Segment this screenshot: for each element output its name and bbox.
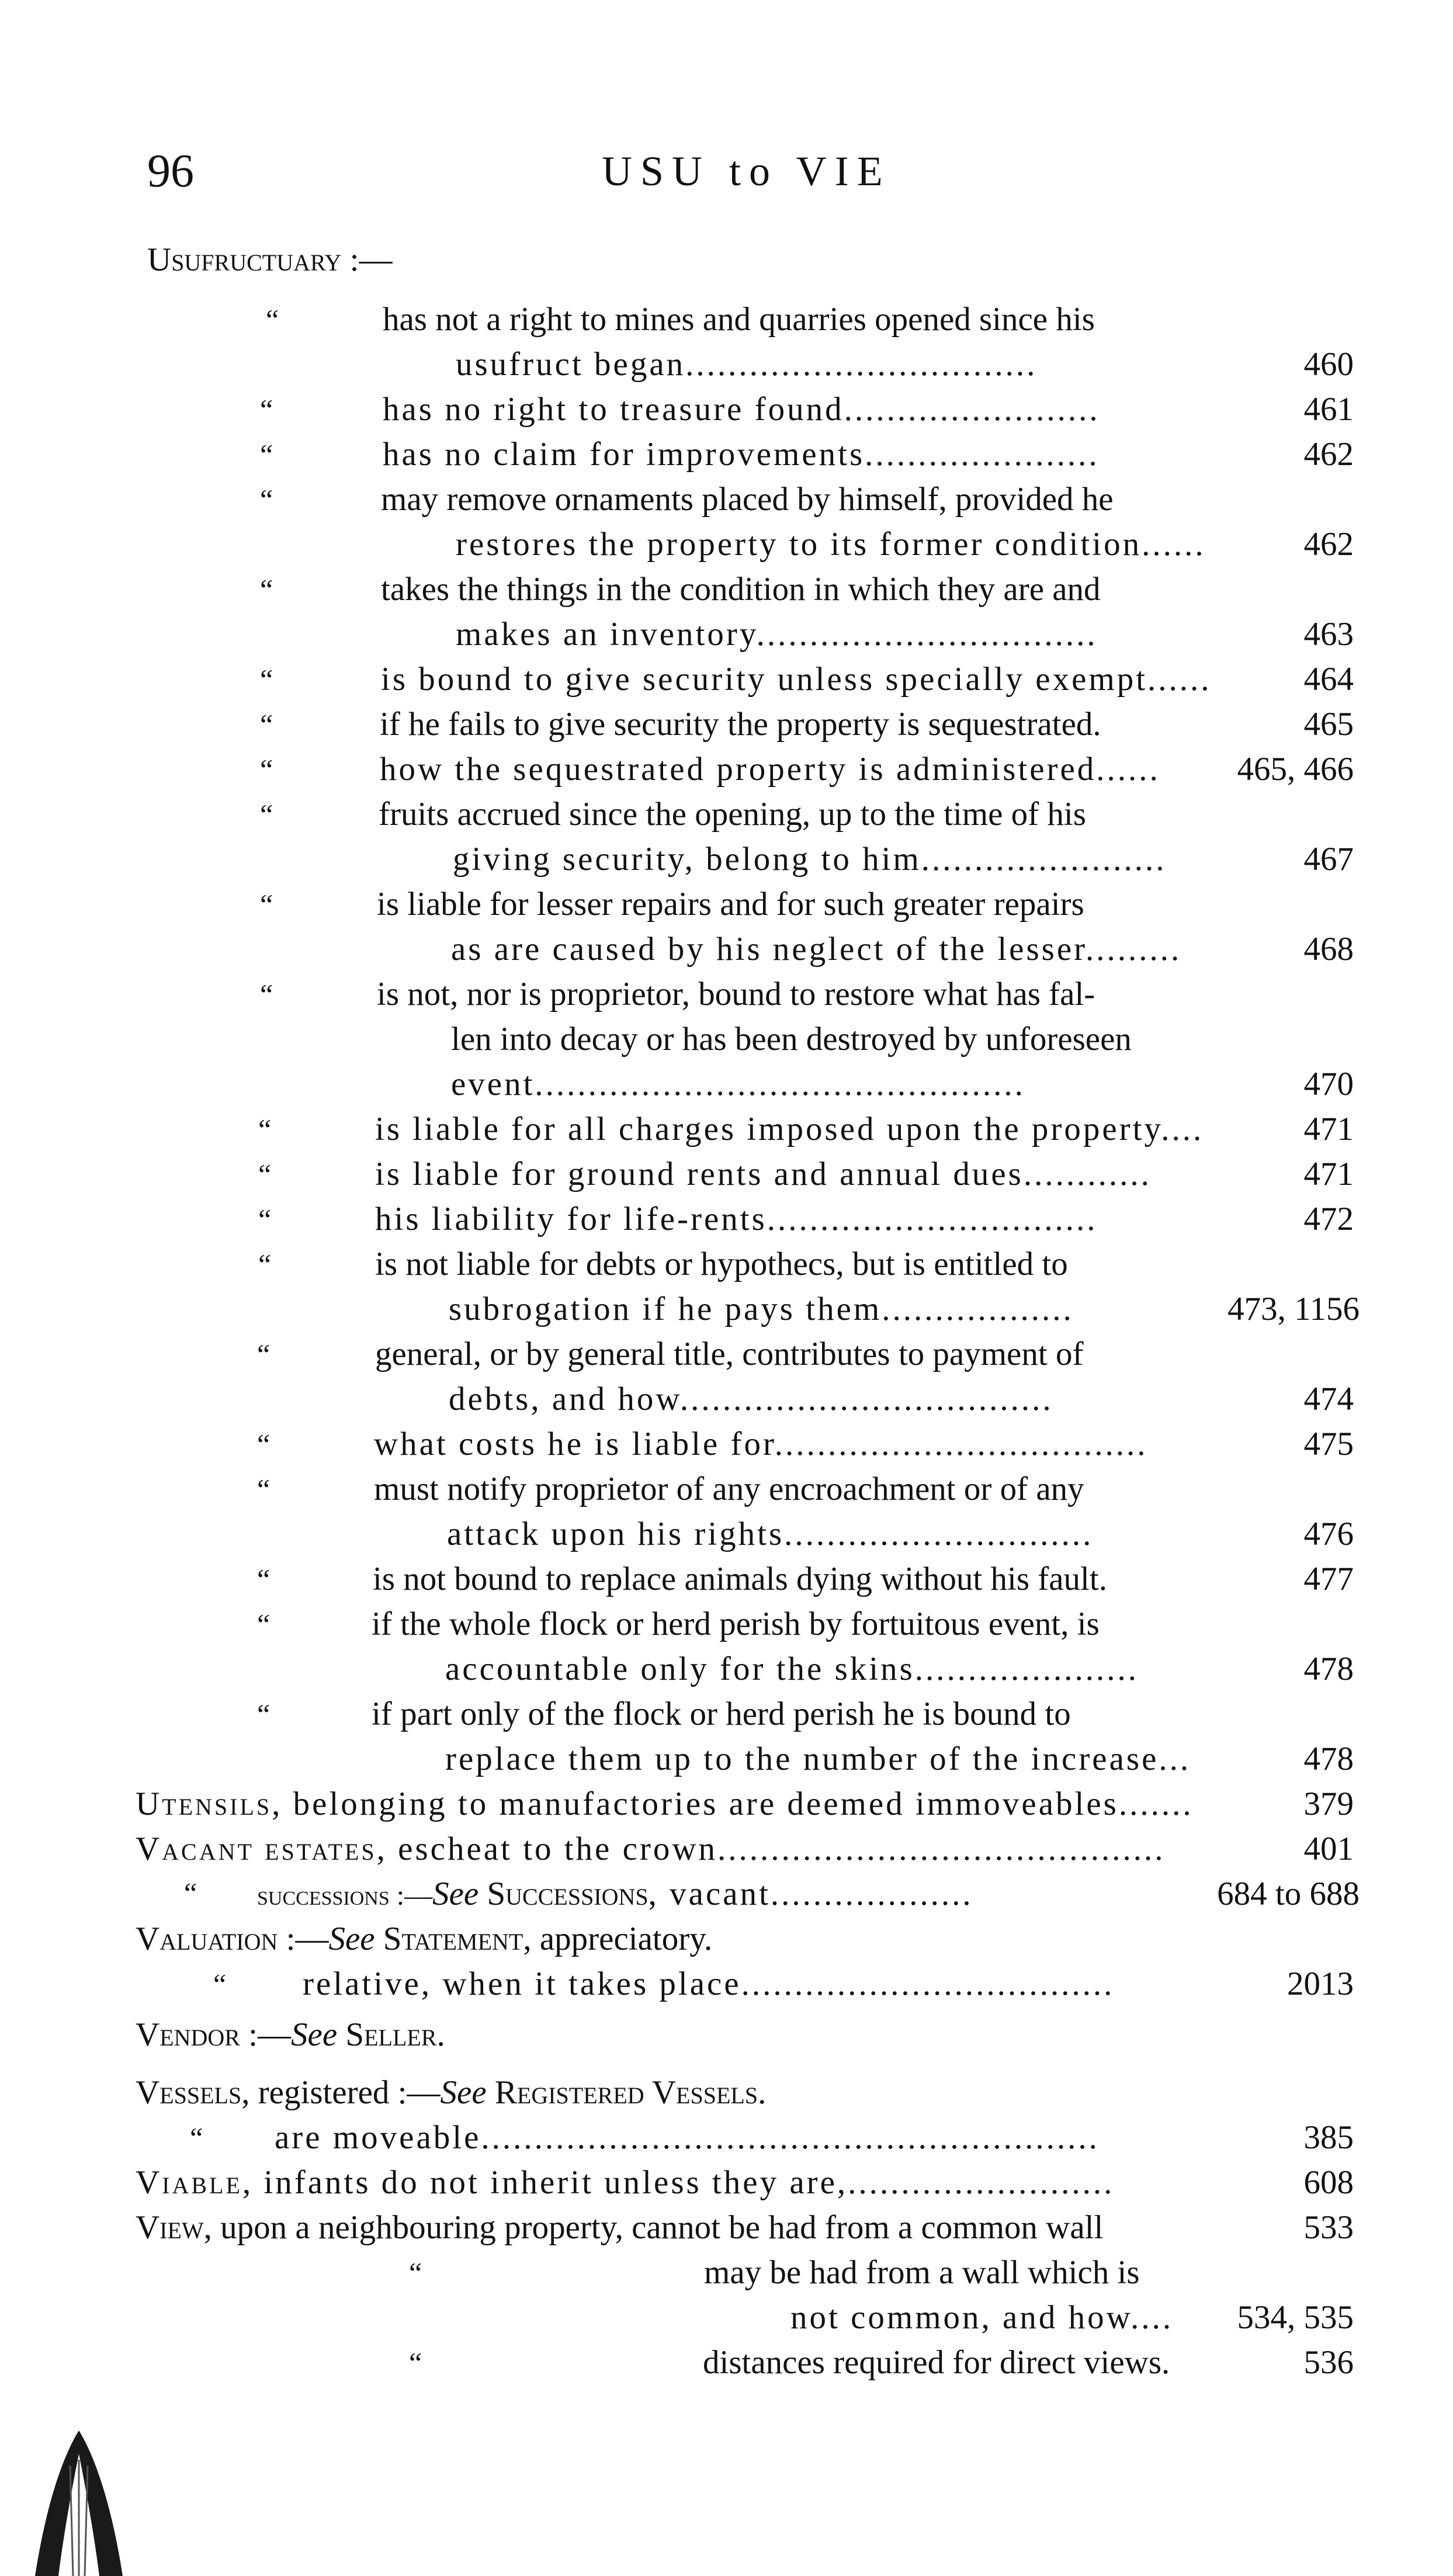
ditto-mark: “	[258, 1248, 272, 1281]
page-ref: 478	[1303, 1741, 1354, 1777]
entry-text: giving security, belong to him.......................	[453, 841, 1167, 878]
page-ref: 471	[1303, 1111, 1354, 1147]
page-ref: 465, 466	[1237, 751, 1354, 788]
entry-valuation	[136, 1919, 712, 1960]
entry-successions	[257, 1874, 973, 1916]
page-ref: 474	[1303, 1381, 1354, 1417]
ditto-mark: “	[260, 978, 273, 1011]
ink-blot-mark	[23, 2431, 134, 2576]
entry-text: usufruct began.................................	[456, 346, 1038, 383]
entry-text: subrogation if he pays them..................	[449, 1291, 1074, 1327]
ditto-mark: “	[260, 753, 273, 786]
page-ref: 464	[1303, 661, 1354, 698]
page-ref: 478	[1303, 1651, 1354, 1687]
entry-text: are moveable..........................................................	[275, 2119, 1100, 2156]
entry-text: len into decay or has been destroyed by unforeseen	[451, 1021, 1132, 1058]
entry-text: distances required for direct views.	[703, 2344, 1170, 2381]
page-ref: 475	[1303, 1426, 1354, 1462]
entry-text: debts, and how...................................	[449, 1381, 1053, 1417]
entry-text: restores the property to its former condition......	[456, 526, 1206, 563]
ditto-mark: “	[213, 1968, 227, 2001]
entry-text: takes the things in the condition in which they are and	[381, 571, 1101, 608]
page-ref: 470	[1303, 1066, 1354, 1102]
entry-heading: Usufructuary :—	[147, 241, 393, 278]
ditto-mark: “	[257, 1698, 271, 1731]
page-ref: 401	[1303, 1830, 1354, 1867]
see-reference: See	[291, 2016, 338, 2053]
ditto-mark: “	[260, 798, 273, 831]
ditto-mark: “	[266, 303, 279, 336]
page-ref: 684 to 688	[1217, 1875, 1360, 1912]
entry-text: is liable for all charges imposed upon the property....	[375, 1111, 1204, 1147]
entry-text: , escheat to the crown..........................................	[376, 1830, 1166, 1867]
page-ref: 460	[1303, 346, 1354, 383]
cross-reference: Successions	[478, 1875, 649, 1912]
entry-text: is liable for lesser repairs and for such greater repairs	[377, 886, 1084, 923]
page-ref: 2013	[1287, 1965, 1354, 2002]
page-ref: 472	[1303, 1201, 1354, 1237]
entry-heading: Valuation :—	[136, 1920, 329, 1957]
entry-text: his liability for life-rents...............................	[375, 1201, 1098, 1237]
entry-text: not common, and how....	[790, 2299, 1174, 2336]
page-ref: 476	[1303, 1516, 1354, 1552]
entry-vendor	[136, 2015, 445, 2055]
page-ref: 462	[1303, 526, 1354, 563]
entry-text: , vacant...................	[648, 1875, 973, 1912]
entry-text: may remove ornaments placed by himself, provided he	[381, 481, 1114, 518]
page-ref: 534, 535	[1237, 2299, 1354, 2336]
entry-text: general, or by general title, contributes to payment of	[375, 1336, 1084, 1372]
page-ref: 471	[1303, 1156, 1354, 1192]
running-head: USU to VIE	[602, 148, 891, 195]
page-ref: 473, 1156	[1227, 1291, 1360, 1327]
entry-text: relative, when it takes place...................................	[303, 1965, 1115, 2002]
entry-text: replace them up to the number of the increase...	[445, 1741, 1191, 1777]
entry-text: , belonging to manufactories are deemed immoveables.......	[272, 1785, 1194, 1822]
ditto-mark: “	[258, 1203, 272, 1236]
entry-vessels	[136, 2072, 766, 2113]
entry-text: what costs he is liable for...................................	[374, 1426, 1148, 1462]
cross-reference: Registered Vessels.	[486, 2074, 767, 2111]
ditto-mark: “	[260, 708, 273, 741]
entry-text: is bound to give security unless specially exempt......	[381, 661, 1212, 698]
ditto-mark: “	[260, 573, 273, 606]
entry-text: if he fails to give security the property is sequestrated.	[380, 706, 1101, 743]
ditto-mark: “	[257, 1608, 271, 1641]
see-reference: See	[328, 1920, 375, 1957]
ditto-mark: “	[260, 483, 273, 516]
entry-text: is not liable for debts or hypothecs, but is entitled to	[375, 1246, 1068, 1282]
entry-text: fruits accrued since the opening, up to the time of his	[379, 796, 1086, 833]
cross-reference: Seller.	[337, 2016, 445, 2053]
ditto-mark: “	[258, 1113, 272, 1146]
entry-heading: Viable	[136, 2164, 242, 2201]
page-ref: 463	[1303, 616, 1354, 653]
entry-heading: successions :—	[257, 1880, 433, 1911]
entry-text: if the whole flock or herd perish by fortuitous event, is	[372, 1606, 1100, 1642]
ditto-mark: “	[409, 2256, 422, 2289]
ditto-mark: “	[260, 888, 273, 921]
entry-heading: Vessels	[136, 2074, 242, 2111]
entry-text: accountable only for the skins.....................	[445, 1651, 1139, 1687]
entry-text: , appreciatory.	[523, 1920, 713, 1957]
entry-text: attack upon his rights.............................	[447, 1516, 1094, 1552]
see-reference: See	[432, 1875, 479, 1912]
ditto-mark: “	[184, 1877, 197, 1909]
entry-heading: Vacant estates	[136, 1830, 377, 1867]
ditto-mark: “	[260, 393, 273, 426]
entry-vacant-estates	[136, 1829, 1166, 1870]
page-ref: 462	[1303, 436, 1354, 473]
entry-text: has not a right to mines and quarries opened since his	[383, 301, 1095, 338]
entry-text: is liable for ground rents and annual dues............	[375, 1156, 1152, 1192]
entry-utensils	[136, 1784, 1194, 1825]
page-ref: 379	[1303, 1785, 1354, 1822]
entry-viable	[136, 2162, 1114, 2203]
entry-heading: Utensils	[136, 1785, 272, 1822]
page-ref: 461	[1303, 391, 1354, 428]
entry-text: is not, nor is proprietor, bound to restore what has fal-	[377, 976, 1095, 1013]
cross-reference: Statement	[374, 1920, 523, 1957]
entry-text: makes an inventory................................	[456, 616, 1098, 653]
page-ref: 385	[1303, 2119, 1354, 2156]
page-ref: 465	[1303, 706, 1354, 743]
page-ref: 536	[1303, 2344, 1354, 2381]
entry-text: event..............................................	[451, 1066, 1025, 1102]
entry-text: must notify proprietor of any encroachment or of any	[374, 1471, 1084, 1507]
ditto-mark: “	[409, 2346, 422, 2379]
page-ref: 467	[1303, 841, 1354, 878]
ditto-mark: “	[257, 1563, 271, 1596]
ditto-mark: “	[190, 2121, 203, 2154]
entry-text: if part only of the flock or herd perish he is bound to	[372, 1696, 1071, 1732]
entry-text: has no claim for improvements......................	[383, 436, 1100, 473]
page-number: 96	[147, 145, 194, 197]
entry-heading: Vendor :—	[136, 2016, 292, 2053]
entry-text: , registered :—	[241, 2074, 441, 2111]
entry-text: as are caused by his neglect of the lesser.........	[451, 931, 1182, 968]
page-ref: 533	[1303, 2209, 1354, 2246]
ditto-mark: “	[257, 1428, 271, 1461]
entry-text: has no right to treasure found........................	[383, 391, 1100, 428]
ditto-mark: “	[260, 438, 273, 471]
ditto-mark: “	[257, 1338, 271, 1371]
entry-text: , upon a neighbouring property, cannot be had from a common wall	[203, 2209, 1104, 2246]
entry-text: , infants do not inherit unless they are,.........................	[242, 2164, 1115, 2201]
entry-heading: View	[136, 2209, 204, 2246]
ditto-mark: “	[260, 663, 273, 696]
see-reference: See	[440, 2074, 487, 2111]
entry-view	[136, 2207, 1103, 2248]
ditto-mark: “	[257, 1473, 271, 1506]
ditto-mark: “	[258, 1158, 272, 1191]
page-ref: 608	[1303, 2164, 1354, 2201]
entry-text: how the sequestrated property is administered......	[380, 751, 1160, 788]
page-ref: 468	[1303, 931, 1354, 968]
page-ref: 477	[1303, 1561, 1354, 1597]
entry-text: is not bound to replace animals dying without his fault.	[373, 1561, 1107, 1597]
entry-text: may be had from a wall which is	[704, 2254, 1140, 2291]
